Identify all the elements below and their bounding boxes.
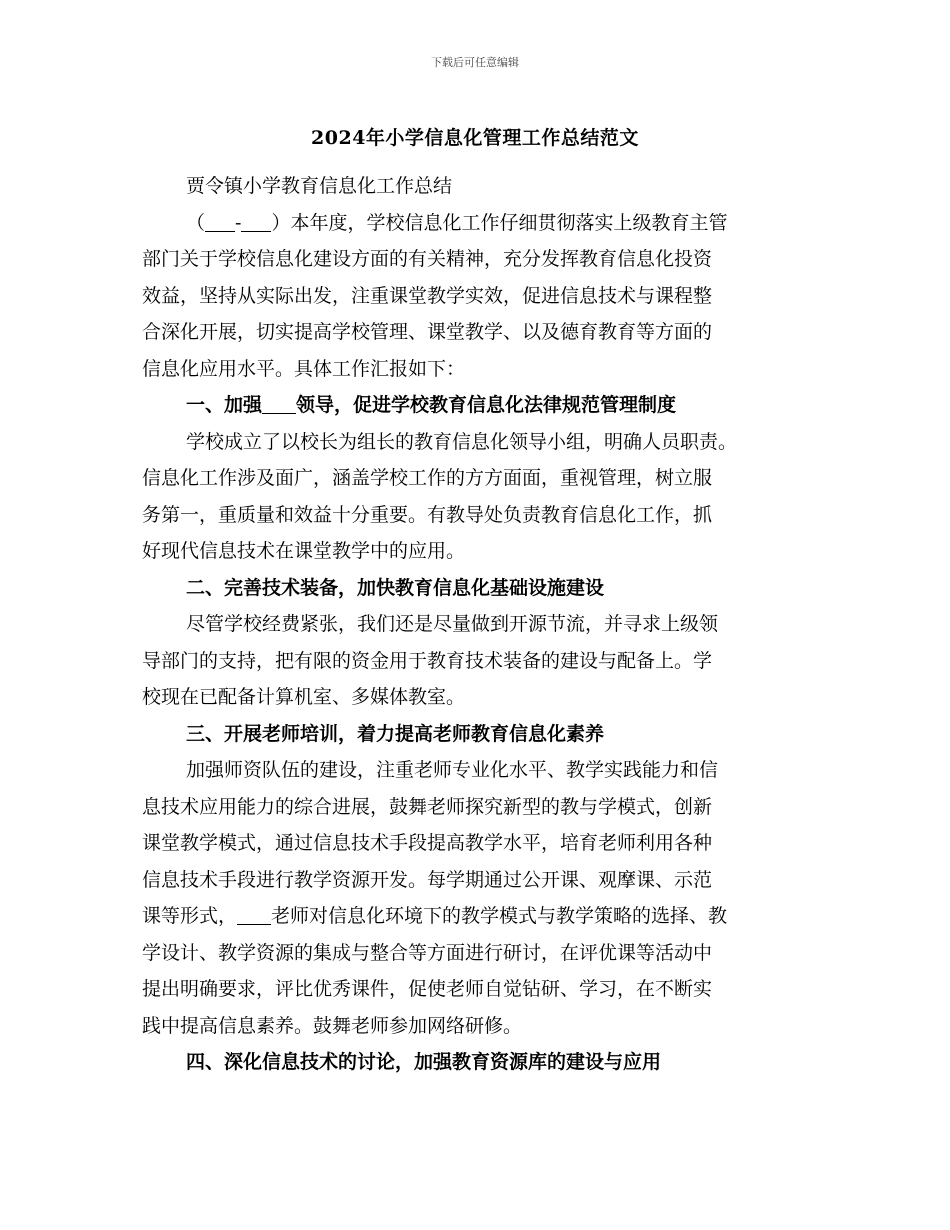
document-title: 2024年小学信息化管理工作总结范文	[311, 127, 639, 149]
subtitle: 贾令镇小学教育信息化工作总结	[186, 175, 453, 197]
section3-line-8: 践中提高信息素养。鼓舞老师参加网络研修。	[142, 1014, 523, 1037]
intro-line-3: 效益，坚持从实际出发，注重课堂教学实效，促进信息技术与课程整	[142, 284, 713, 307]
section3-line-5: 课等形式， 老师对信息化环境下的教学模式与教学策略的选择、教	[142, 905, 728, 927]
intro-line-5: 信息化应用水平。具体工作汇报如下：	[142, 357, 466, 380]
section3-heading: 三、开展老师培训，着力提高老师教育信息化素养	[186, 722, 605, 745]
intro-line-1: （ - ）本年度，学校信息化工作仔细贯彻落实上级教育主管	[186, 211, 728, 234]
section1-line-1: 学校成立了以校长为组长的教育信息化领导小组，明确人员职责。	[186, 430, 738, 453]
blank-underline	[262, 395, 296, 414]
document-body	[142, 168, 808, 1081]
blank-underline	[241, 213, 271, 232]
section4-heading: 四、深化信息技术的讨论，加强教育资源库的建设与应用	[186, 1051, 662, 1073]
intro-line-2: 部门关于学校信息化建设方面的有关精神，充分发挥教育信息化投资	[142, 248, 713, 270]
section3-line-2: 息技术应用能力的综合进展，鼓舞老师探究新型的教与学模式，创新	[142, 795, 713, 818]
section2-heading: 二、完善技术装备，加快教育信息化基础设施建设	[186, 576, 605, 599]
section2-line-2: 导部门的支持，把有限的资金用于教育技术装备的建设与配备上。学	[142, 649, 713, 672]
section3-line-6: 学设计、教学资源的集成与整合等方面进行研讨，在评优课等活动中	[142, 941, 713, 964]
section1-line-3: 务第一，重质量和效益十分重要。有教导处负责教育信息化工作，抓	[142, 503, 713, 526]
section2-line-1: 尽管学校经费紧张，我们还是尽量做到开源节流，并寻求上级领	[186, 613, 719, 635]
section3-line-4: 信息技术手段进行教学资源开发。每学期通过公开课、观摩课、示范	[142, 868, 713, 891]
section1-line-2: 信息化工作涉及面广，涵盖学校工作的方方面面，重视管理，树立服	[142, 467, 713, 489]
section1-heading: 一、加强 领导，促进学校教育信息化法律规范管理制度	[186, 394, 677, 416]
section3-line-1: 加强师资队伍的建设，注重老师专业化水平、教学实践能力和信	[186, 759, 719, 781]
section3-line-7: 提出明确要求，评比优秀课件，促使老师自觉钻研、学习，在不断实	[142, 978, 713, 1000]
section1-line-4: 好现代信息技术在课堂教学中的应用。	[142, 540, 466, 562]
header-note: 下载后可任意编辑	[431, 56, 519, 69]
intro-line-4: 合深化开展，切实提高学校管理、课堂教学、以及德育教育等方面的	[142, 321, 713, 343]
blank-underline	[205, 213, 235, 232]
blank-underline	[237, 906, 271, 925]
section2-line-3: 校现在已配备计算机室、多媒体教室。	[142, 686, 466, 708]
section3-line-3: 课堂教学模式，通过信息技术手段提高教学水平，培育老师利用各种	[142, 832, 713, 854]
